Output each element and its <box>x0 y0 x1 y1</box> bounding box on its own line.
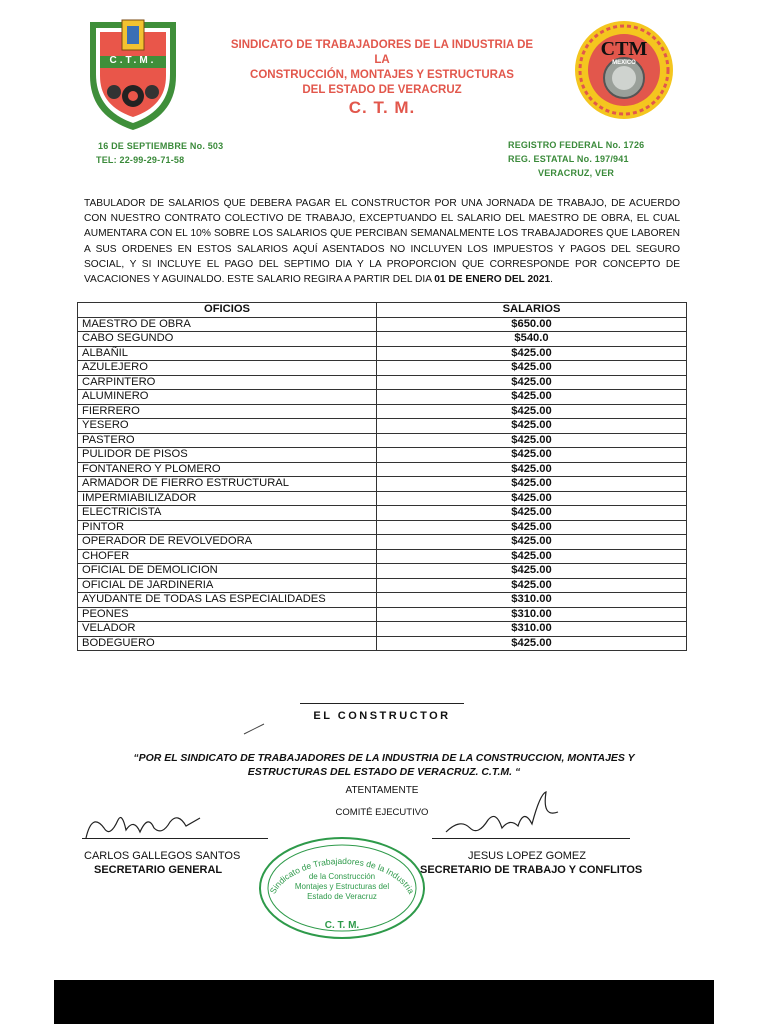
address-city: VERACRUZ, VER <box>538 168 615 178</box>
stamp-line-2: Montajes y Estructuras del <box>294 882 390 891</box>
salario-cell: $310.00 <box>377 607 687 622</box>
table-row <box>78 578 687 593</box>
oficio-cell: BODEGUERO <box>78 636 377 651</box>
left-logo-text: C.T.M. <box>109 55 157 66</box>
registro-estatal: REG. ESTATAL No. 197/941 <box>508 154 629 164</box>
oficio-cell: ELECTRICISTA <box>78 506 377 521</box>
salario-cell: $425.00 <box>377 375 687 390</box>
address-street: 16 DE SEPTIEMBRE No. 503 <box>98 141 224 151</box>
table-row <box>78 477 687 492</box>
table-row <box>78 520 687 535</box>
right-signature-scribble <box>440 788 570 845</box>
right-logo-subtext: MEXICO <box>612 60 636 66</box>
salario-cell: $425.00 <box>377 578 687 593</box>
stamp-line-3: Estado de Veracruz <box>307 892 377 901</box>
left-logo <box>84 16 182 134</box>
salario-cell: $425.00 <box>377 346 687 361</box>
salario-cell: $425.00 <box>377 506 687 521</box>
oficio-cell: AYUDANTE DE TODAS LAS ESPECIALIDADES <box>78 593 377 608</box>
oficio-cell: AZULEJERO <box>78 361 377 376</box>
oficio-cell: OFICIAL DE JARDINERIA <box>78 578 377 593</box>
right-logo-text: CTM <box>600 38 648 60</box>
oficio-cell: PASTERO <box>78 433 377 448</box>
header-line-2: CONSTRUCCIÓN, MONTAJES Y ESTRUCTURAS <box>250 69 514 81</box>
table-row <box>78 549 687 564</box>
table-row <box>78 361 687 376</box>
oficio-cell: CARPINTERO <box>78 375 377 390</box>
salario-cell: $425.00 <box>377 361 687 376</box>
left-signature-line <box>82 838 268 839</box>
stamp-line-1: de la Construcción <box>308 872 376 881</box>
oficio-cell: OFICIAL DE DEMOLICION <box>78 564 377 579</box>
left-signatory-name: CARLOS GALLEGOS SANTOS <box>84 850 241 862</box>
header-oficios: OFICIOS <box>78 303 377 318</box>
oficio-cell: CHOFER <box>78 549 377 564</box>
salario-cell: $425.00 <box>377 390 687 405</box>
oficio-cell: PINTOR <box>78 520 377 535</box>
pen-mark <box>242 722 266 741</box>
comite-ejecutivo: COMITÉ EJECUTIVO <box>335 807 429 818</box>
salario-cell: $425.00 <box>377 462 687 477</box>
salario-cell: $425.00 <box>377 404 687 419</box>
union-stamp <box>258 836 426 940</box>
table-row <box>78 433 687 448</box>
oficio-cell: VELADOR <box>78 622 377 637</box>
salario-cell: $425.00 <box>377 419 687 434</box>
salario-cell: $310.00 <box>377 593 687 608</box>
table-row <box>78 404 687 419</box>
table-row <box>78 506 687 521</box>
table-row <box>78 491 687 506</box>
right-signature-line <box>432 838 630 839</box>
table-row <box>78 462 687 477</box>
table-row <box>78 564 687 579</box>
table-row <box>78 419 687 434</box>
table-row <box>78 607 687 622</box>
intro-text: TABULADOR DE SALARIOS QUE DEBERA PAGAR EL CONSTRUCTOR POR UNA JORNADA DE TRABAJO, DE ACUERDO CON NUESTRO CONTRATO COLECTIVO DE TRABAJO, EXCEPTUANDO EL SALARIO DEL MAESTRO DE OBRA, EL CUAL AUMENTARA CON EL 10% SOBRE LOS SALARIOS QUE PERCIBAN SEMANALMENTE LOS TRABAJADORES QUE LABOREN A SUS ORDENES EN ESTOS SALARIOS AQUÍ ASENTADOS NO INCLUYEN LOS IMPUESTOS Y PAGOS DEL SEGURO SOCIAL, Y SI INCLUYE EL PAGO DEL SEPTIMO DIA Y LA PROPORCION QUE CORRESPONDE POR CONCEPTO DE VACACIONES Y AGUINALDO. ESTE SALARIO REGIRA A PARTIR DEL DIA <box>84 198 680 286</box>
table-row <box>78 636 687 651</box>
oficio-cell: ARMADOR DE FIERRO ESTRUCTURAL <box>78 477 377 492</box>
oficio-cell: OPERADOR DE REVOLVEDORA <box>78 535 377 550</box>
table-row <box>78 535 687 550</box>
address-phone: TEL: 22-99-29-71-58 <box>96 155 185 165</box>
oficio-cell: ALBAÑIL <box>78 346 377 361</box>
right-logo <box>574 20 674 120</box>
oficio-cell: CABO SEGUNDO <box>78 332 377 347</box>
oficio-cell: FIERRERO <box>78 404 377 419</box>
table-row <box>78 346 687 361</box>
union-quote-line-1: “POR EL SINDICATO DE TRABAJADORES DE LA INDUSTRIA DE LA CONSTRUCCION, MONTAJES Y <box>133 752 635 764</box>
table-row <box>78 375 687 390</box>
header-line-1: SINDICATO DE TRABAJADORES DE LA INDUSTRIA DE LA <box>230 39 534 66</box>
table-row <box>78 317 687 332</box>
constructor-label: EL CONSTRUCTOR <box>313 710 451 722</box>
table-header-row <box>78 303 687 318</box>
table-row <box>78 622 687 637</box>
salario-cell: $425.00 <box>377 448 687 463</box>
oficio-cell: PEONES <box>78 607 377 622</box>
bottom-black-bar <box>54 980 714 1024</box>
left-signature-scribble <box>82 808 212 847</box>
table-row <box>78 448 687 463</box>
table-row <box>78 593 687 608</box>
oficio-cell: PULIDOR DE PISOS <box>78 448 377 463</box>
salario-cell: $540.0 <box>377 332 687 347</box>
oficio-cell: FONTANERO Y PLOMERO <box>78 462 377 477</box>
salario-cell: $310.00 <box>377 622 687 637</box>
salario-cell: $425.00 <box>377 491 687 506</box>
right-signatory-name: JESUS LOPEZ GOMEZ <box>468 850 586 862</box>
salario-cell: $425.00 <box>377 520 687 535</box>
stamp-arc-text: Sindicato de Trabajadores de la Industria <box>267 855 417 896</box>
oficio-cell: MAESTRO DE OBRA <box>78 317 377 332</box>
intro-end: . <box>550 274 553 286</box>
salario-cell: $425.00 <box>377 535 687 550</box>
left-signatory-title: SECRETARIO GENERAL <box>94 864 223 876</box>
union-quote-line-2: ESTRUCTURAS DEL ESTADO DE VERACRUZ. C.T.M. “ <box>247 765 521 778</box>
salario-cell: $425.00 <box>377 477 687 492</box>
salary-table <box>77 302 687 651</box>
registro-federal: REGISTRO FEDERAL No. 1726 <box>508 140 645 150</box>
salario-cell: $650.00 <box>377 317 687 332</box>
atentamente: ATENTAMENTE <box>345 785 419 796</box>
salario-cell: $425.00 <box>377 549 687 564</box>
oficio-cell: ALUMINERO <box>78 390 377 405</box>
right-signatory-title: SECRETARIO DE TRABAJO Y CONFLITOS <box>420 864 643 876</box>
table-row <box>78 390 687 405</box>
salario-cell: $425.00 <box>377 564 687 579</box>
table-row <box>78 332 687 347</box>
stamp-ctm: C. T. M. <box>324 920 360 931</box>
salary-table-body <box>78 317 687 651</box>
constructor-signature-line <box>300 703 464 704</box>
salario-cell: $425.00 <box>377 433 687 448</box>
intro-paragraph <box>84 196 680 287</box>
header-salarios: SALARIOS <box>377 303 687 318</box>
salario-cell: $425.00 <box>377 636 687 651</box>
header-ctm: C. T. M. <box>348 98 416 117</box>
oficio-cell: YESERO <box>78 419 377 434</box>
oficio-cell: IMPERMIABILIZADOR <box>78 491 377 506</box>
intro-date: 01 DE ENERO DEL 2021 <box>434 274 551 286</box>
header-line-3: DEL ESTADO DE VERACRUZ <box>302 84 462 96</box>
